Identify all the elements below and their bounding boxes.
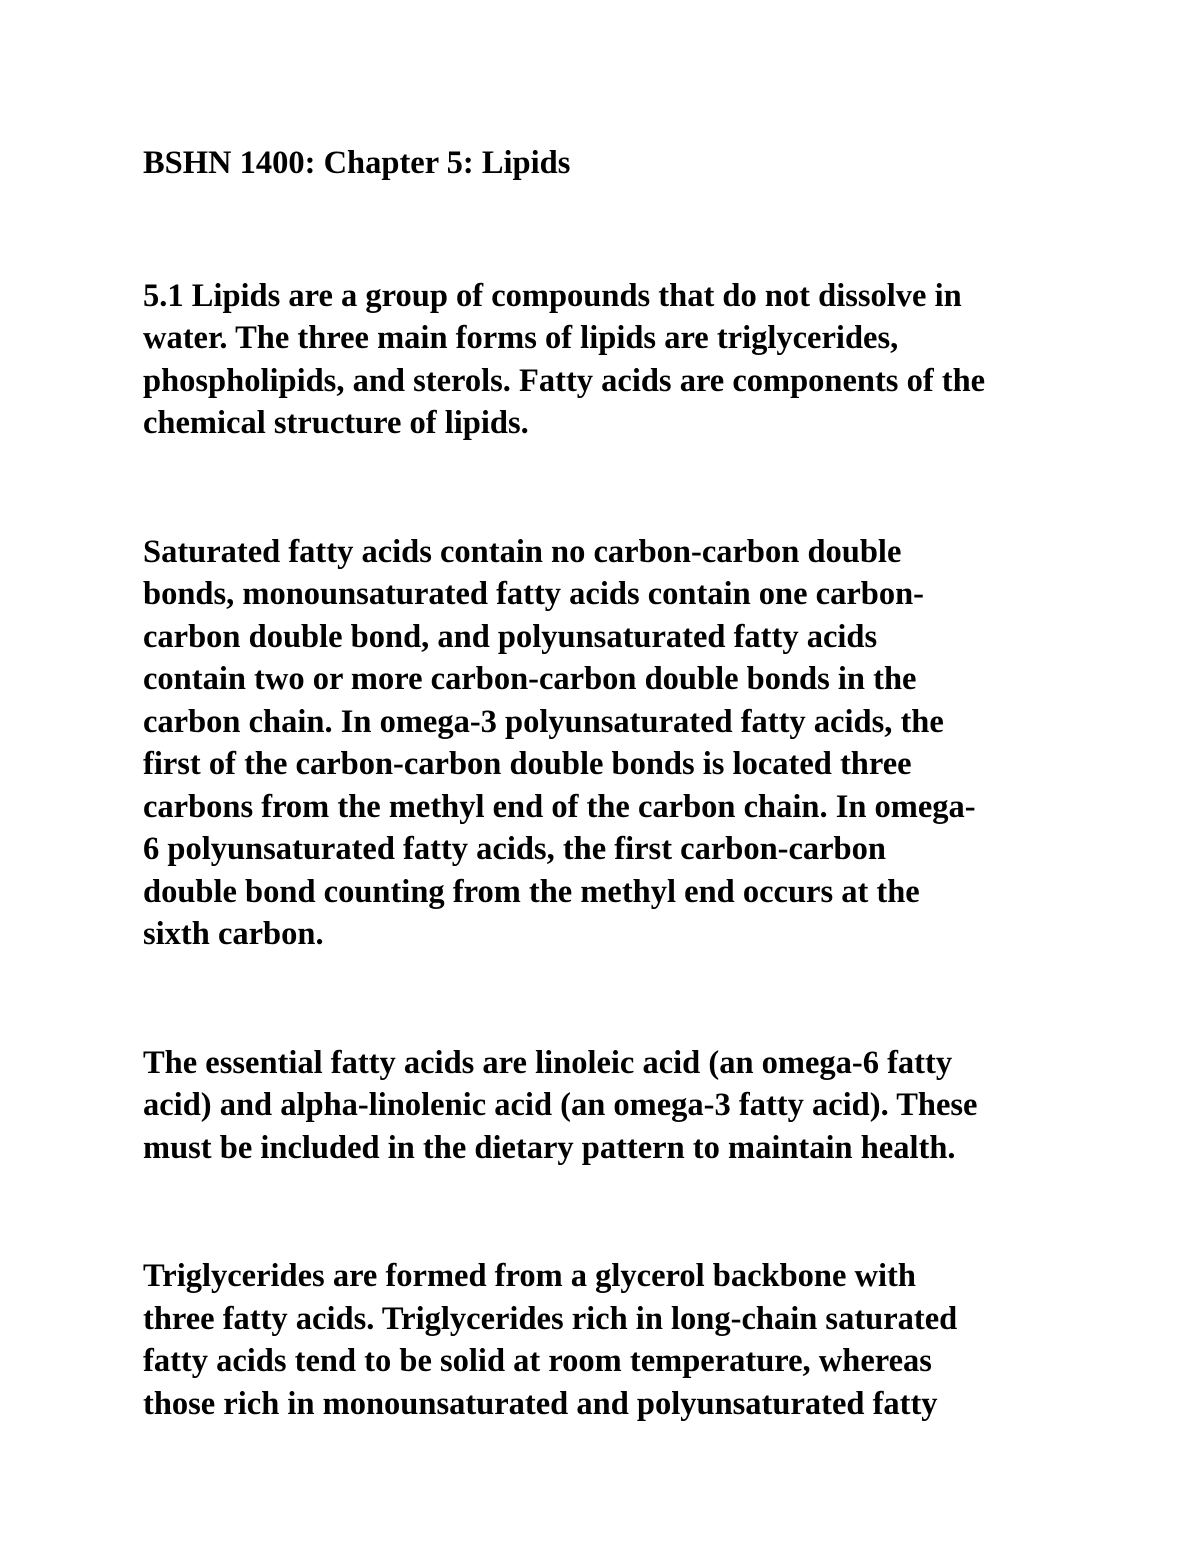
document-body	[143, 142, 1073, 1425]
text-line: 6 polyunsaturated fatty acids, the first carbon-carbon	[143, 831, 886, 867]
text-line: Triglycerides are formed from a glycerol backbone with	[143, 1258, 916, 1294]
text-line: three fatty acids. Triglycerides rich in long-chain saturated	[143, 1300, 958, 1337]
paragraph-fatty-acid-types	[143, 531, 1073, 956]
text-line: first of the carbon-carbon double bonds is located three	[143, 746, 912, 782]
text-line: chemical structure of lipids.	[143, 405, 529, 441]
text-line: acid) and alpha-linolenic acid (an omega-3 fatty acid). These	[143, 1087, 978, 1123]
text-line: phospholipids, and sterols. Fatty acids are components of the	[143, 362, 986, 399]
paragraph-essential-fatty-acids	[143, 1042, 1073, 1170]
text-line: The essential fatty acids are linoleic acid (an omega-6 fatty	[143, 1044, 953, 1081]
text-line: must be included in the dietary pattern to maintain health.	[143, 1129, 956, 1166]
text-line: fatty acids tend to be solid at room temperature, whereas	[143, 1343, 932, 1379]
text-line: double bond counting from the methyl end occurs at the	[143, 873, 920, 910]
text-line: Saturated fatty acids contain no carbon-carbon double	[143, 533, 902, 570]
paragraph-lipids-intro	[143, 275, 1073, 445]
page-title: BSHN 1400: Chapter 5: Lipids	[143, 145, 571, 181]
text-line: 5.1 Lipids are a group of compounds that do not dissolve in	[143, 277, 962, 314]
text-line: carbons from the methyl end of the carbon chain. In omega-	[143, 788, 976, 825]
text-line: bonds, monounsaturated fatty acids contain one carbon-	[143, 576, 924, 612]
text-line: sixth carbon.	[143, 916, 324, 952]
paragraph-triglycerides	[143, 1255, 1073, 1425]
text-line: those rich in monounsaturated and polyunsaturated fatty	[143, 1385, 938, 1422]
text-line: carbon double bond, and polyunsaturated fatty acids	[143, 618, 878, 655]
text-line: carbon chain. In omega-3 polyunsaturated fatty acids, the	[143, 703, 944, 740]
text-line: contain two or more carbon-carbon double bonds in the	[143, 661, 917, 697]
text-line: water. The three main forms of lipids are triglycerides,	[143, 320, 899, 356]
